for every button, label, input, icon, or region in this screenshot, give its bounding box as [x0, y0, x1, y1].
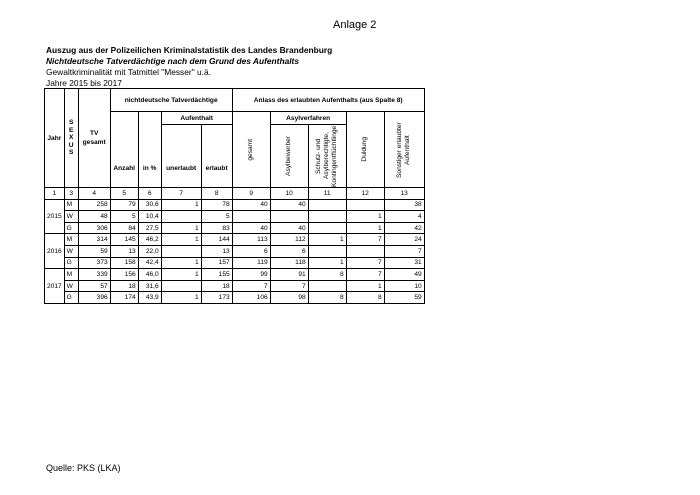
column-number-row [45, 188, 425, 200]
unerlaubt-cell [161, 211, 201, 223]
asylbewerber-cell: 112 [270, 234, 308, 246]
schutz-cell: 1 [308, 234, 346, 246]
tv-cell: 48 [78, 211, 110, 223]
erlaubt-cell: 13 [201, 245, 232, 257]
anzahl-cell: 156 [110, 269, 138, 281]
header-nichtdeutsche: nichtdeutsche Tatverdächtige [110, 89, 232, 112]
sonstiger-cell: 31 [384, 257, 424, 269]
colnum: 10 [270, 188, 308, 200]
duldung-cell [346, 245, 384, 257]
asylbewerber-cell [270, 211, 308, 223]
table-row [45, 245, 425, 257]
sex-cell: W [64, 280, 78, 292]
sex-cell: M [64, 234, 78, 246]
colnum: 1 [45, 188, 65, 200]
table-row [45, 211, 425, 223]
pct-cell: 22,0 [138, 245, 161, 257]
header-gesamt: gesamt [247, 138, 255, 161]
annex-label: Anlage 2 [333, 19, 377, 31]
tv-cell: 59 [78, 245, 110, 257]
sonstiger-cell: 10 [384, 280, 424, 292]
pct-cell: 10,4 [138, 211, 161, 223]
anzahl-cell: 145 [110, 234, 138, 246]
sonstiger-cell: 42 [384, 222, 424, 234]
sonstiger-cell: 59 [384, 292, 424, 304]
erlaubt-cell: 157 [201, 257, 232, 269]
asylbewerber-cell: 91 [270, 269, 308, 281]
erlaubt-cell: 155 [201, 269, 232, 281]
schutz-cell [308, 222, 346, 234]
schutz-cell [308, 211, 346, 223]
gesamt-cell: 106 [232, 292, 270, 304]
document-topic: Gewaltkriminalität mit Tatmittel "Messer" u.ä. [46, 67, 211, 77]
year-cell: 2017 [45, 269, 65, 304]
sex-cell: G [64, 257, 78, 269]
erlaubt-cell: 144 [201, 234, 232, 246]
pct-cell: 31,6 [138, 280, 161, 292]
colnum: 12 [346, 188, 384, 200]
header-erlaubt: erlaubt [201, 125, 232, 188]
header-jahr: Jahr [45, 89, 65, 188]
header-gesamt-cell [232, 112, 270, 188]
duldung-cell: 7 [346, 257, 384, 269]
schutz-cell: 8 [308, 292, 346, 304]
sonstiger-cell: 4 [384, 211, 424, 223]
anzahl-cell: 18 [110, 280, 138, 292]
pct-cell: 27,5 [138, 222, 161, 234]
statistics-table [44, 88, 425, 304]
duldung-cell [346, 199, 384, 211]
asylbewerber-cell: 118 [270, 257, 308, 269]
tv-cell: 396 [78, 292, 110, 304]
colnum: 7 [161, 188, 201, 200]
table-row [45, 199, 425, 211]
document-years: Jahre 2015 bis 2017 [46, 78, 122, 88]
table-row [45, 269, 425, 281]
tv-cell: 339 [78, 269, 110, 281]
duldung-cell: 8 [346, 292, 384, 304]
sonstiger-cell: 24 [384, 234, 424, 246]
header-schutz-cell [308, 125, 346, 188]
gesamt-cell: 119 [232, 257, 270, 269]
unerlaubt-cell: 1 [161, 199, 201, 211]
anzahl-cell: 79 [110, 199, 138, 211]
unerlaubt-cell [161, 280, 201, 292]
table-row [45, 222, 425, 234]
asylbewerber-cell: 98 [270, 292, 308, 304]
header-sexus: S E X U S [64, 89, 78, 188]
header-asylbewerber-cell [270, 125, 308, 188]
colnum: 13 [384, 188, 424, 200]
tv-cell: 373 [78, 257, 110, 269]
unerlaubt-cell: 1 [161, 292, 201, 304]
pct-cell: 43,9 [138, 292, 161, 304]
unerlaubt-cell: 1 [161, 234, 201, 246]
tv-cell: 57 [78, 280, 110, 292]
table-row [45, 280, 425, 292]
header-asylverfahren: Asylverfahren [270, 112, 346, 125]
gesamt-cell: 40 [232, 199, 270, 211]
gesamt-cell: 6 [232, 245, 270, 257]
unerlaubt-cell: 1 [161, 222, 201, 234]
header-asylbewerber: Asylbewerber [285, 136, 293, 176]
colnum: 11 [308, 188, 346, 200]
pct-cell: 30,6 [138, 199, 161, 211]
sex-cell: G [64, 292, 78, 304]
document-subtitle: Nichtdeutsche Tatverdächtige nach dem Grund des Aufenthalts [46, 56, 299, 66]
colnum: 6 [138, 188, 161, 200]
schutz-cell: 1 [308, 257, 346, 269]
schutz-cell [308, 245, 346, 257]
duldung-cell: 1 [346, 280, 384, 292]
sonstiger-cell: 7 [384, 245, 424, 257]
tv-cell: 306 [78, 222, 110, 234]
sex-cell: W [64, 211, 78, 223]
document-title: Auszug aus der Polizeilichen Kriminalstatistik des Landes Brandenburg [46, 45, 333, 55]
header-duldung: Duldung [361, 137, 369, 162]
colnum: 9 [232, 188, 270, 200]
document-heading [46, 45, 332, 89]
pct-cell: 46,2 [138, 234, 161, 246]
header-in-pct: in % [138, 112, 161, 188]
header-aufenthalt: Aufenthalt [161, 112, 232, 125]
duldung-cell: 1 [346, 222, 384, 234]
duldung-cell: 7 [346, 234, 384, 246]
table-row [45, 257, 425, 269]
erlaubt-cell: 83 [201, 222, 232, 234]
year-cell: 2016 [45, 234, 65, 269]
table-row [45, 234, 425, 246]
asylbewerber-cell: 6 [270, 245, 308, 257]
tv-cell: 258 [78, 199, 110, 211]
header-unerlaubt: unerlaubt [161, 125, 201, 188]
anzahl-cell: 174 [110, 292, 138, 304]
header-anzahl: Anzahl [110, 112, 138, 188]
gesamt-cell: 40 [232, 222, 270, 234]
erlaubt-cell: 5 [201, 211, 232, 223]
unerlaubt-cell: 1 [161, 257, 201, 269]
duldung-cell: 7 [346, 269, 384, 281]
sex-cell: M [64, 269, 78, 281]
anzahl-cell: 84 [110, 222, 138, 234]
header-schutz: Schutz- und Asylberechtigte, Kontingentflüchtlinge [315, 125, 339, 187]
anzahl-cell: 13 [110, 245, 138, 257]
sonstiger-cell: 38 [384, 199, 424, 211]
header-sonstiger: Sonstiger erlaubter Aufenthalt [396, 121, 412, 178]
colnum: 4 [78, 188, 110, 200]
anzahl-cell: 5 [110, 211, 138, 223]
unerlaubt-cell [161, 245, 201, 257]
header-duldung-cell [346, 112, 384, 188]
colnum: 3 [64, 188, 78, 200]
colnum: 5 [110, 188, 138, 200]
schutz-cell: 8 [308, 269, 346, 281]
gesamt-cell: 113 [232, 234, 270, 246]
tv-cell: 314 [78, 234, 110, 246]
gesamt-cell: 7 [232, 280, 270, 292]
asylbewerber-cell: 40 [270, 222, 308, 234]
erlaubt-cell: 173 [201, 292, 232, 304]
gesamt-cell [232, 211, 270, 223]
table-row [45, 292, 425, 304]
sex-cell: W [64, 245, 78, 257]
colnum: 8 [201, 188, 232, 200]
duldung-cell: 1 [346, 211, 384, 223]
erlaubt-cell: 18 [201, 280, 232, 292]
header-anlass: Anlass des erlaubten Aufenthalts (aus Spalte 8) [232, 89, 424, 112]
asylbewerber-cell: 40 [270, 199, 308, 211]
year-cell: 2015 [45, 199, 65, 234]
pct-cell: 42,4 [138, 257, 161, 269]
erlaubt-cell: 78 [201, 199, 232, 211]
sex-cell: M [64, 199, 78, 211]
sonstiger-cell: 49 [384, 269, 424, 281]
pct-cell: 46,0 [138, 269, 161, 281]
unerlaubt-cell: 1 [161, 269, 201, 281]
header-sonstiger-cell [384, 112, 424, 188]
sex-cell: G [64, 222, 78, 234]
source-note: Quelle: PKS (LKA) [46, 463, 121, 473]
asylbewerber-cell: 7 [270, 280, 308, 292]
schutz-cell [308, 280, 346, 292]
anzahl-cell: 158 [110, 257, 138, 269]
gesamt-cell: 99 [232, 269, 270, 281]
header-tv-gesamt: TV gesamt [78, 89, 110, 188]
schutz-cell [308, 199, 346, 211]
